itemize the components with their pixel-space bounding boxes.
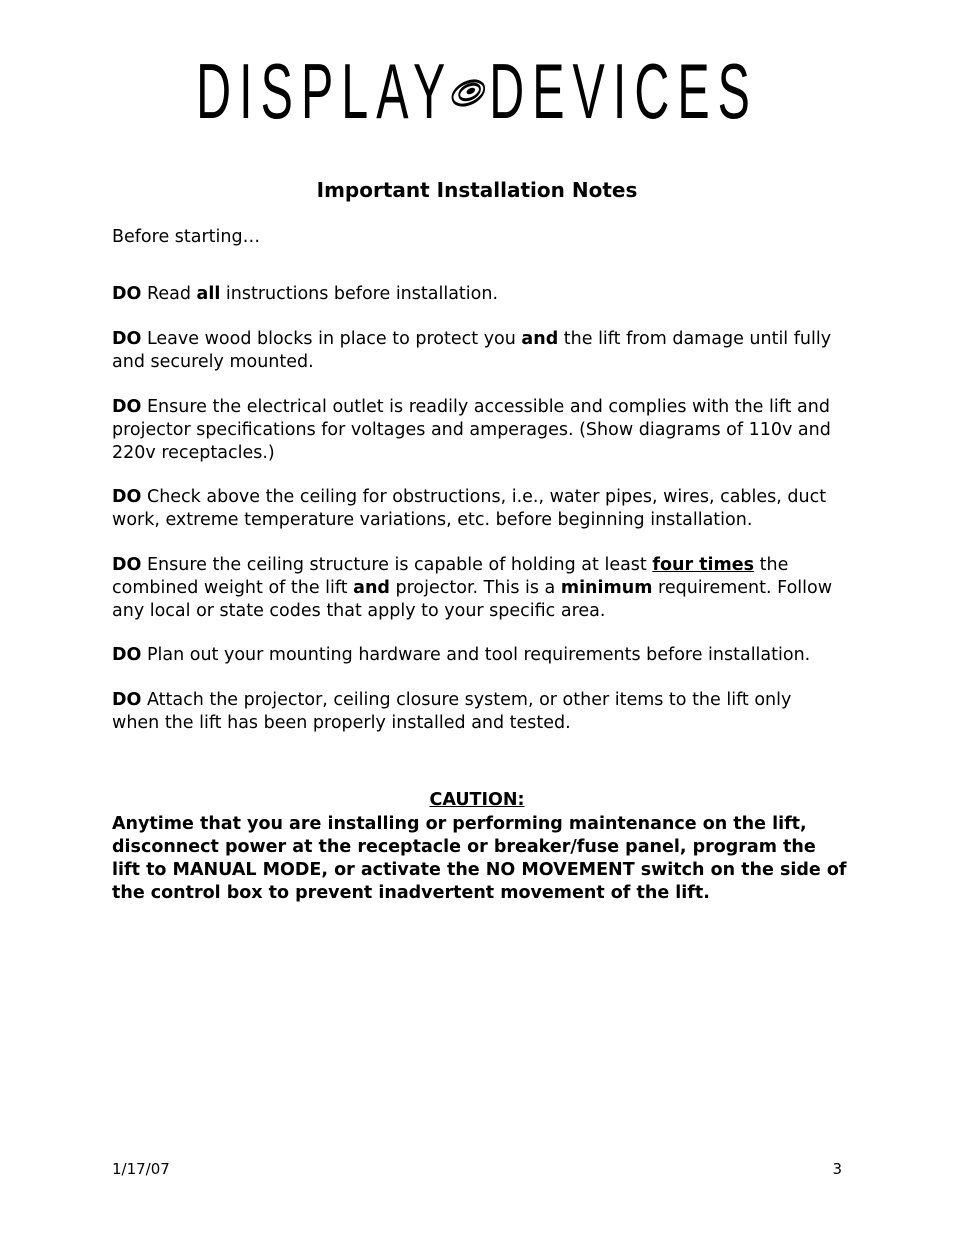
intro-text: Before starting… <box>112 227 261 247</box>
logo-text-left: DISPLAY <box>196 47 454 135</box>
page-title: Important Installation Notes <box>316 178 638 202</box>
logo-text-right: DEVICES <box>489 47 758 135</box>
note-ceiling-obstructions: DO Check above the ceiling for obstructions, i.e., water pipes, wires, cables, duct work, extreme temperature variations, etc. before beginning installation. <box>112 487 827 530</box>
caution-body: Anytime that you are installing or performing maintenance on the lift, disconnect power at the receptacle or breaker/fuse panel, program the lift to MANUAL MODE, or activate the NO MOVEMENT switch on the side of the control box to prevent inadvertent movement of the lift. <box>112 814 847 903</box>
do-label: DO <box>112 487 142 507</box>
do-label: DO <box>112 555 142 575</box>
swirl-logo-icon <box>449 71 486 111</box>
do-label: DO <box>112 284 142 304</box>
note-read-instructions: DO Read all instructions before installation. <box>112 284 499 304</box>
note-mounting-hardware: DO Plan out your mounting hardware and tool requirements before installation. <box>112 645 811 665</box>
note-wood-blocks: DO Leave wood blocks in place to protect you and the lift from damage until fully and securely mounted. <box>112 329 832 372</box>
footer-date: 1/17/07 <box>112 1160 170 1178</box>
do-label: DO <box>112 397 142 417</box>
company-logo <box>0 47 954 135</box>
caution-heading: CAUTION: <box>429 790 525 810</box>
do-label: DO <box>112 329 142 349</box>
do-label: DO <box>112 690 142 710</box>
note-ceiling-structure: DO Ensure the ceiling structure is capable of holding at least four times the combined weight of the lift and projector. This is a minimum requirement. Follow any local or state codes that apply to your specific area. <box>112 555 833 621</box>
note-attach-projector: DO Attach the projector, ceiling closure system, or other items to the lift only when the lift has been properly installed and tested. <box>112 690 792 733</box>
note-electrical-outlet: DO Ensure the electrical outlet is readily accessible and complies with the lift and projector specifications for voltages and amperages. (Show diagrams of 110v and 220v receptacles.) <box>112 397 831 463</box>
page-number: 3 <box>832 1160 842 1178</box>
do-label: DO <box>112 645 142 665</box>
